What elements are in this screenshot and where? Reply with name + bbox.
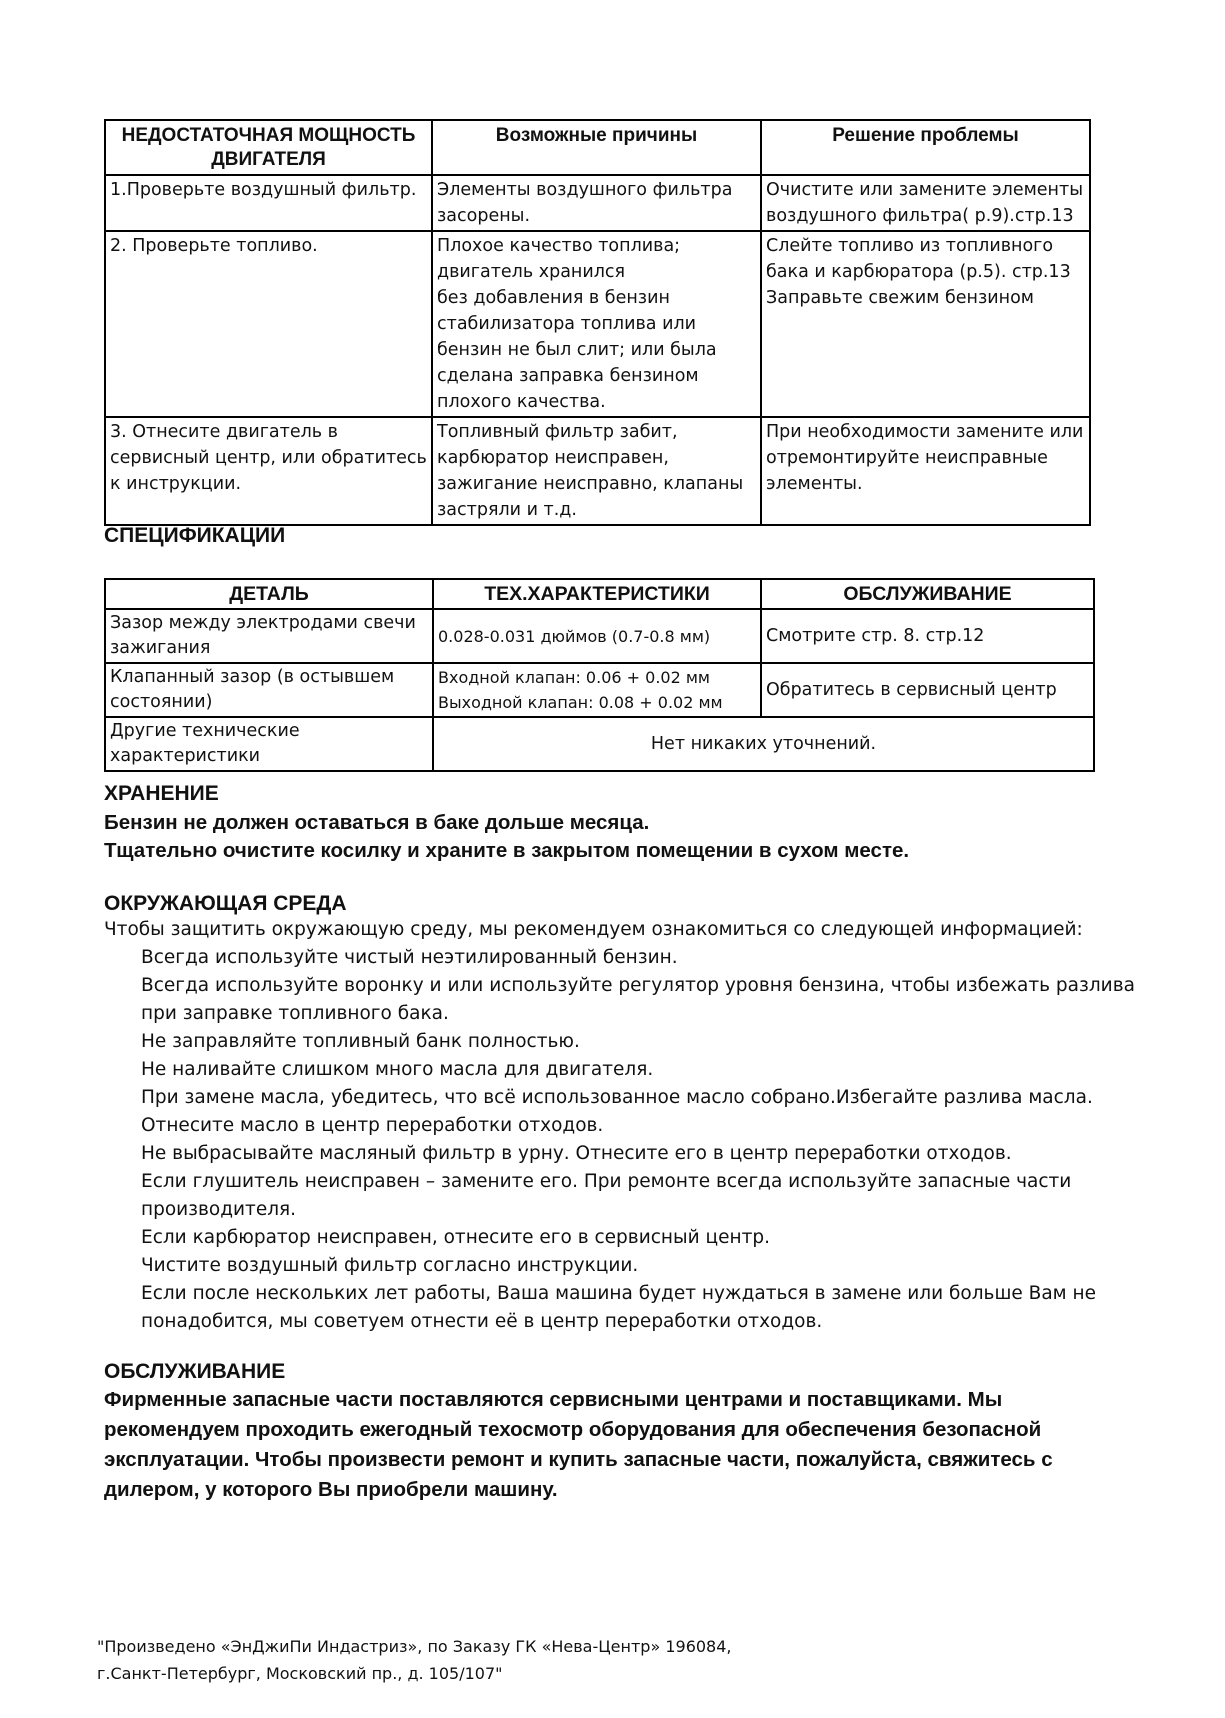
list-item: производителя. [141, 1199, 297, 1220]
table-cell: 0.028-0.031 дюймов (0.7-0.8 мм) [433, 609, 761, 663]
table-cell: Очистите или замените элементы воздушного фильтра( p.9).стр.13 [761, 175, 1090, 231]
column-header: ДЕТАЛЬ [105, 579, 433, 609]
troubleshooting-table [104, 119, 1091, 526]
list-item: понадобится, мы советуем отнести её в центр переработки отходов. [141, 1311, 823, 1332]
table-cell: 3. Отнесите двигатель в сервисный центр, или обратитесь к инструкции. [105, 417, 432, 525]
table-cell: Клапанный зазор (в остывшем состоянии) [105, 663, 433, 717]
table-cell: Нет никаких уточнений. [433, 717, 1094, 771]
table-cell: 1.Проверьте воздушный фильтр. [105, 175, 432, 231]
table-cell: Другие технические характеристики [105, 717, 433, 771]
exhaust-valve-spec: Выходной клапан: 0.08 + 0.02 мм [438, 693, 723, 712]
table-cell: Топливный фильтр забит, карбюратор неисправен, зажигание неисправно, клапаны застряли и т.д. [432, 417, 761, 525]
specs-heading: СПЕЦИФИКАЦИИ [104, 524, 286, 547]
list-item: Не наливайте слишком много масла для двигателя. [141, 1059, 654, 1080]
maintenance-text [104, 1385, 1184, 1505]
table-cell [433, 663, 761, 717]
environment-list [141, 944, 1135, 1336]
table-row [105, 609, 1094, 663]
column-header: НЕДОСТАТОЧНАЯ МОЩНОСТЬ ДВИГАТЕЛЯ [105, 120, 432, 175]
maintenance-heading: ОБСЛУЖИВАНИЕ [104, 1360, 286, 1383]
table-row [105, 175, 1090, 231]
column-header: ТЕХ.ХАРАКТЕРИСТИКИ [433, 579, 761, 609]
table-cell: Обратитесь в сервисный центр [761, 663, 1094, 717]
list-item: Не заправляйте топливный банк полностью. [141, 1031, 580, 1052]
table-cell: Элементы воздушного фильтра засорены. [432, 175, 761, 231]
table-cell: Зазор между электродами свечи зажигания [105, 609, 433, 663]
list-item: Если после нескольких лет работы, Ваша машина будет нуждаться в замене или больше Вам не [141, 1283, 1096, 1304]
table-header-row [105, 579, 1094, 609]
page-ref: стр.12 [925, 625, 985, 646]
table-row [105, 417, 1090, 525]
maintenance-line: рекомендуем проходить ежегодный техосмотр оборудования для обеспечения безопасной [104, 1418, 1042, 1441]
table-header-row [105, 120, 1090, 175]
list-item: при заправке топливного бака. [141, 1003, 449, 1024]
table-cell: Слейте топливо из топливного бака и карбюратора (p.5). стр.13 Заправьте свежим бензином [761, 231, 1090, 417]
service-text: Смотрите стр. 8. [766, 625, 921, 646]
intake-valve-spec: Входной клапан: 0.06 + 0.02 мм [438, 668, 710, 687]
storage-line: Бензин не должен оставаться в баке дольше месяца. [104, 811, 650, 834]
column-header: Решение проблемы [761, 120, 1090, 175]
list-item: Если глушитель неисправен – замените его. При ремонте всегда используйте запасные части [141, 1171, 1072, 1192]
maintenance-line: эксплуатации. Чтобы произвести ремонт и купить запасные части, пожалуйста, свяжитесь с [104, 1448, 1053, 1471]
list-item: При замене масла, убедитесь, что всё использованное масло собрано.Избегайте разлива масла. [141, 1087, 1093, 1108]
storage-line: Тщательно очистите косилку и храните в закрытом помещении в сухом месте. [104, 839, 910, 862]
table-cell: 2. Проверьте топливо. [105, 231, 432, 417]
environment-intro: Чтобы защитить окружающую среду, мы рекомендуем ознакомиться со следующей информацией: [104, 919, 1083, 940]
list-item: Всегда используйте чистый неэтилированный бензин. [141, 947, 678, 968]
table-row [105, 717, 1094, 771]
column-header: Возможные причины [432, 120, 761, 175]
specs-table [104, 578, 1095, 772]
footer-manufacturer: "Произведено «ЭнДжиПи Индастриз», по Заказу ГК «Нева-Центр» 196084, [97, 1637, 732, 1656]
list-item: Чистите воздушный фильтр согласно инструкции. [141, 1255, 639, 1276]
environment-heading: ОКРУЖАЮЩАЯ СРЕДА [104, 892, 347, 915]
list-item: Всегда используйте воронку и или используйте регулятор уровня бензина, чтобы избежать разлива [141, 975, 1135, 996]
footer-address: г.Санкт-Петербург, Московский пр., д. 105/107" [97, 1664, 503, 1683]
table-cell: Плохое качество топлива; двигатель хранился без добавления в бензин стабилизатора топлива или бензин не был слит; или была сделана заправка бензином плохого качества. [432, 231, 761, 417]
storage-heading: ХРАНЕНИЕ [104, 782, 219, 805]
list-item: Отнесите масло в центр переработки отходов. [141, 1115, 604, 1136]
table-cell: При необходимости замените или отремонтируйте неисправные элементы. [761, 417, 1090, 525]
table-row [105, 663, 1094, 717]
maintenance-line: дилером, у которого Вы приобрели машину. [104, 1478, 558, 1501]
list-item: Если карбюратор неисправен, отнесите его в сервисный центр. [141, 1227, 770, 1248]
list-item: Не выбрасывайте масляный фильтр в урну. Отнесите его в центр переработки отходов. [141, 1143, 1012, 1164]
maintenance-line: Фирменные запасные части поставляются сервисными центрами и поставщиками. Мы [104, 1388, 1003, 1411]
column-header: ОБСЛУЖИВАНИЕ [761, 579, 1094, 609]
table-row [105, 231, 1090, 417]
table-cell [761, 609, 1094, 663]
